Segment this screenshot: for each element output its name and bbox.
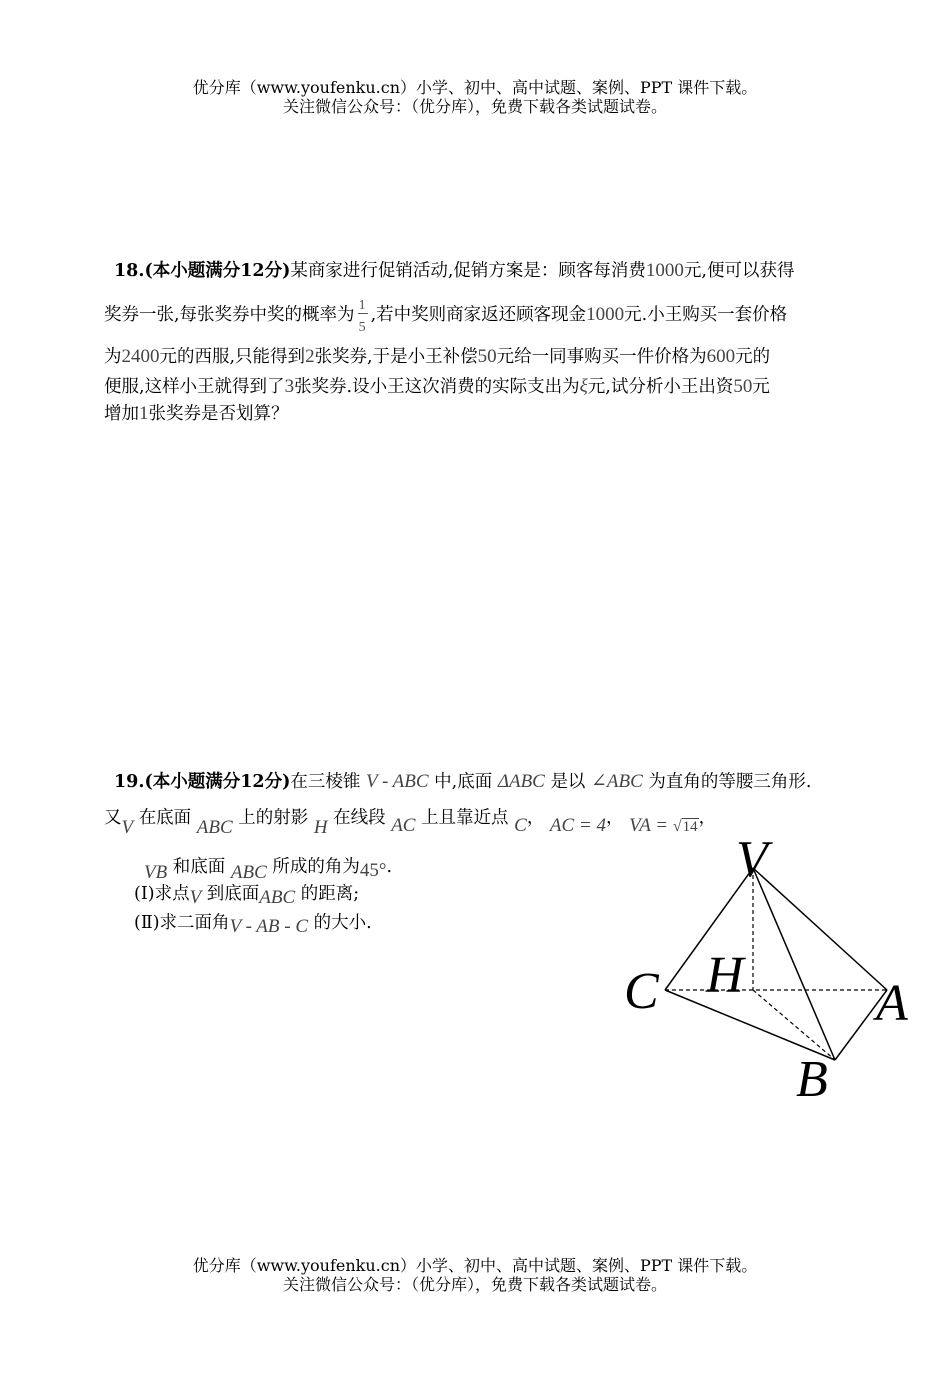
q18-value: 50 xyxy=(733,376,753,397)
q18-text: 元.小王购买一套价格 xyxy=(624,305,788,325)
q18-text: 元,便可以获得 xyxy=(683,261,795,281)
q19-text: 所成的角为 xyxy=(272,857,360,877)
sqrt-14: √14 xyxy=(672,818,698,835)
q18-text: 便服,这样小王就得到了 xyxy=(104,377,285,397)
q19-math: 45° xyxy=(359,860,387,881)
q19-text: 上的射影 xyxy=(238,808,309,828)
q19-text: (Ⅰ)求点 xyxy=(134,884,190,904)
page-footer xyxy=(0,1256,950,1294)
q19-math: ABC xyxy=(196,817,233,838)
header-line-1: 优分库（www.youfenku.cn）小学、初中、高中试题、案例、PPT 课件下载。 xyxy=(192,78,758,97)
q19-text: ， xyxy=(698,808,717,828)
q19-text: ， xyxy=(526,808,545,828)
q18-value: 2400 xyxy=(121,346,160,367)
label-B: B xyxy=(796,1051,828,1108)
q19-text: 的距离; xyxy=(300,884,360,904)
q19-text: 又 xyxy=(104,808,122,828)
q19-label: 19.(本小题满分12分) xyxy=(114,772,291,792)
q18-text: 张奖券.设小王这次消费的实际支出为 xyxy=(294,377,580,397)
label-H: H xyxy=(706,947,744,1004)
q19-text: 中,底面 xyxy=(434,772,493,792)
q18-variable-xi: ξ xyxy=(579,376,588,397)
q19-text: 到底面 xyxy=(206,884,260,904)
q19-text: 和底面 xyxy=(172,857,226,877)
q19-math: ABC xyxy=(259,887,296,908)
q19-text: 在线段 xyxy=(333,808,386,828)
q19-text: (Ⅱ)求二面角 xyxy=(134,913,230,933)
segment-HB xyxy=(753,990,835,1060)
q19-math: V xyxy=(189,887,202,908)
q19-text: 在底面 xyxy=(138,808,192,828)
q18-text: 元的西服,只能得到 xyxy=(159,347,306,367)
q18-text: ,若中奖则商家返还顾客现金 xyxy=(370,305,587,325)
q18-value: 1000 xyxy=(645,260,684,281)
radicand: 14 xyxy=(682,819,698,835)
label-A: A xyxy=(876,975,908,1032)
q18-value: 1 xyxy=(139,403,149,424)
footer-line-2: 关注微信公众号：（优分库），免费下载各类试题试卷。 xyxy=(282,1275,667,1294)
q19-math: ΔABC xyxy=(497,771,545,792)
q19-math: VB xyxy=(144,862,168,883)
header-line-2: 关注微信公众号：（优分库），免费下载各类试题试卷。 xyxy=(282,97,667,116)
q18-value: 2 xyxy=(305,346,315,367)
fraction-denominator: 5 xyxy=(358,319,366,335)
q18-text: 为 xyxy=(104,347,122,367)
edge-VA xyxy=(753,868,887,990)
q19-text: 为直角的等腰三角形. xyxy=(648,772,812,792)
footer-line-1: 优分库（www.youfenku.cn）小学、初中、高中试题、案例、PPT 课件下载。 xyxy=(192,1256,758,1275)
q19-math: H xyxy=(313,817,328,838)
label-C: C xyxy=(624,963,659,1020)
q19-text: . xyxy=(386,857,393,877)
q19-text: 的大小. xyxy=(313,913,372,933)
q18-text: 张奖券,于是小王补偿 xyxy=(314,347,478,367)
q19-math: AC xyxy=(391,815,416,836)
q19-math: C xyxy=(514,815,527,836)
q18-text: 元给一同事购买一件价格为 xyxy=(496,347,707,367)
q19-math: VA = xyxy=(629,815,673,836)
q18-text: 元 xyxy=(752,377,770,397)
q19-math: V - ABC xyxy=(365,771,429,792)
q18-text: 奖券一张,每张奖券中奖的概率为 xyxy=(104,305,355,325)
q19-math: ∠ABC xyxy=(591,771,643,792)
q18-value: 1000 xyxy=(586,304,625,325)
q18-label: 18.(本小题满分12分) xyxy=(114,261,291,281)
q18-text: 元的 xyxy=(735,347,771,367)
q18-text: 某商家进行促销活动,促销方案是：顾客每消费 xyxy=(290,261,646,281)
q18-value: 3 xyxy=(284,376,295,397)
q19-math: AC = 4 xyxy=(549,815,607,836)
q19-math: V - AB - C xyxy=(229,916,309,937)
fraction-numerator: 1 xyxy=(358,297,366,313)
q18-text: 增加 xyxy=(104,404,139,424)
label-V: V xyxy=(736,831,768,888)
q19-text: ， xyxy=(606,808,624,828)
q18-text: 元,试分析小王出资 xyxy=(587,377,734,397)
q19-text: 是以 xyxy=(550,772,586,792)
q18-value: 50 xyxy=(477,346,497,367)
q19-math: ABC xyxy=(230,862,267,883)
q19-text: 上且靠近点 xyxy=(421,808,509,828)
q18-text: 张奖券是否划算？ xyxy=(148,404,289,424)
q18-value: 600 xyxy=(706,346,736,367)
q19-text: 在三棱锥 xyxy=(290,772,361,792)
q19-math: V xyxy=(121,817,134,838)
